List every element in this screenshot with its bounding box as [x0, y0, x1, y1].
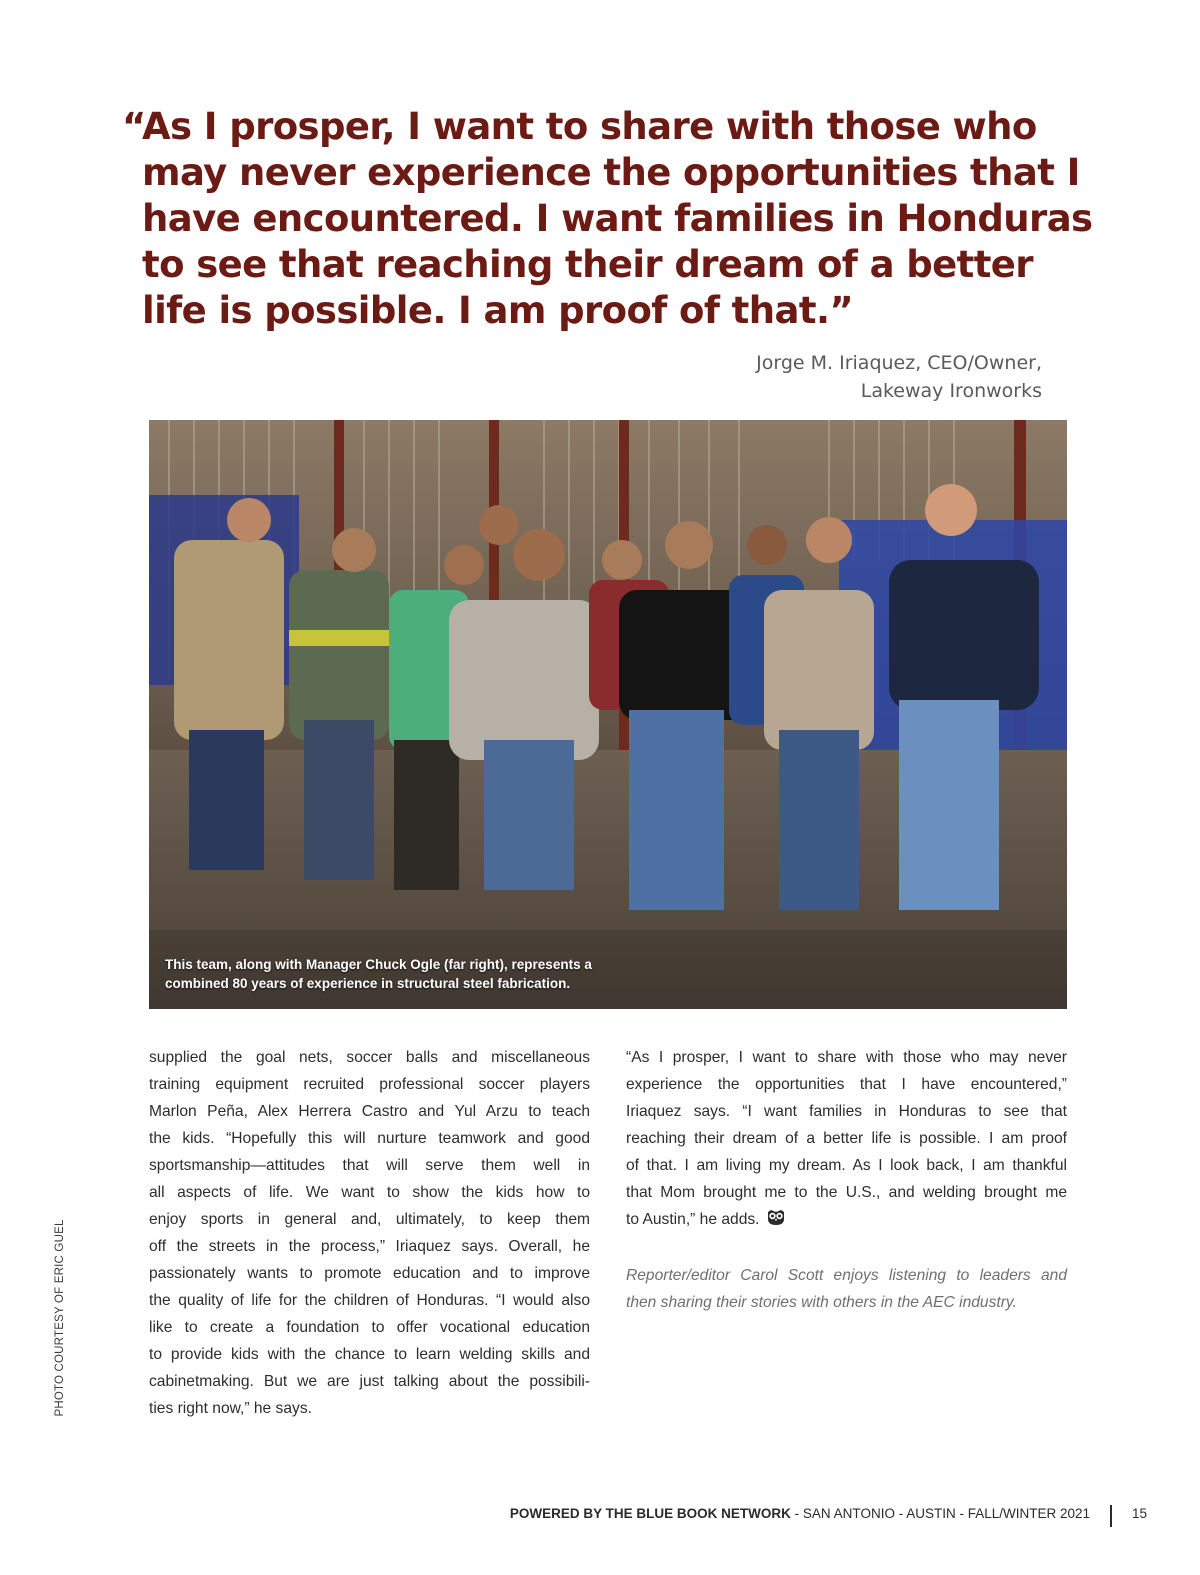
pull-quote-line: life is possible. I am proof of that.”: [142, 289, 854, 332]
bio-line: then sharing their stories with others in the AEC industry.: [626, 1294, 1017, 1311]
article-line: Iriaquez says. “I want families in Honduras to see that: [626, 1103, 1067, 1120]
attribution-company: Lakeway Ironworks: [860, 380, 1042, 402]
bio-line: Reporter/editor Carol Scott enjoys listening to leaders and: [626, 1267, 1067, 1284]
article-line: Marlon Peña, Alex Herrera Castro and Yul Arzu to teach: [149, 1103, 590, 1120]
quote-attribution: [756, 349, 1042, 405]
article-line: the kids. “Hopefully this will nurture teamwork and good: [149, 1130, 590, 1147]
author-bio: [626, 1262, 1067, 1316]
photo-caption: [165, 955, 685, 993]
footer-brand: POWERED BY THE BLUE BOOK NETWORK: [509, 1506, 791, 1521]
footer-divider: [1110, 1505, 1112, 1527]
article-line: enjoy sports in general and, ultimately, to keep them: [149, 1211, 590, 1228]
article-line: training equipment recruited professional soccer players: [149, 1076, 590, 1093]
owl-icon: [766, 1208, 786, 1235]
team-photo-illustration: [149, 420, 1067, 1009]
article-line: off the streets in the process,” Iriaquez says. Overall, he: [149, 1238, 590, 1255]
article-line-last: [626, 1206, 1067, 1235]
footer-info: - SAN ANTONIO - AUSTIN - FALL/WINTER 2021: [790, 1506, 1090, 1521]
pull-quote-line: to see that reaching their dream of a better: [142, 243, 1033, 286]
article-line: the quality of life for the children of Honduras. “I would also: [149, 1292, 590, 1309]
pull-quote-line: may never experience the opportunities that I: [142, 151, 1080, 194]
open-quote-mark: “: [122, 105, 146, 148]
article-line: that Mom brought me to the U.S., and welding brought me: [626, 1184, 1067, 1201]
article-line: sportsmanship—attitudes that will serve them well in: [149, 1157, 590, 1174]
caption-line: This team, along with Manager Chuck Ogle (far right), represents a: [165, 957, 592, 972]
pull-quote: [122, 104, 1093, 334]
article-line: to provide kids with the chance to learn welding skills and: [149, 1346, 590, 1363]
article-line: like to create a foundation to offer vocational education: [149, 1319, 590, 1336]
article-line: passionately wants to promote education and to improve: [149, 1265, 590, 1282]
article-line: all aspects of life. We want to show the kids how to: [149, 1184, 590, 1201]
article-line-text: to Austin,” he adds.: [626, 1211, 760, 1228]
caption-line: combined 80 years of experience in structural steel fabrication.: [165, 976, 571, 991]
attribution-name: Jorge M. Iriaquez, CEO/Owner,: [756, 352, 1042, 374]
article-line: “As I prosper, I want to share with those who may never: [626, 1049, 1067, 1066]
article-line: reaching their dream of a better life is possible. I am proof: [626, 1130, 1067, 1147]
article-line: supplied the goal nets, soccer balls and miscellaneous: [149, 1049, 590, 1066]
article-line: ties right now,” he says.: [149, 1400, 312, 1417]
article-line: cabinetmaking. But we are just talking about the possibili-: [149, 1373, 590, 1390]
article-column-left: [149, 1044, 590, 1422]
article-line: experience the opportunities that I have encountered,”: [626, 1076, 1067, 1093]
page-number: 15: [1132, 1506, 1148, 1521]
pull-quote-line: As I prosper, I want to share with those who: [142, 105, 1037, 148]
pull-quote-line: have encountered. I want families in Honduras: [142, 197, 1093, 240]
team-photo: [149, 420, 1067, 1009]
article-column-right: [626, 1044, 1067, 1316]
page-footer: [510, 1506, 1090, 1521]
photo-credit: PHOTO COURTESY OF ERIC GUEL: [54, 1219, 66, 1417]
article-line: of that. I am living my dream. As I look back, I am thankful: [626, 1157, 1067, 1174]
